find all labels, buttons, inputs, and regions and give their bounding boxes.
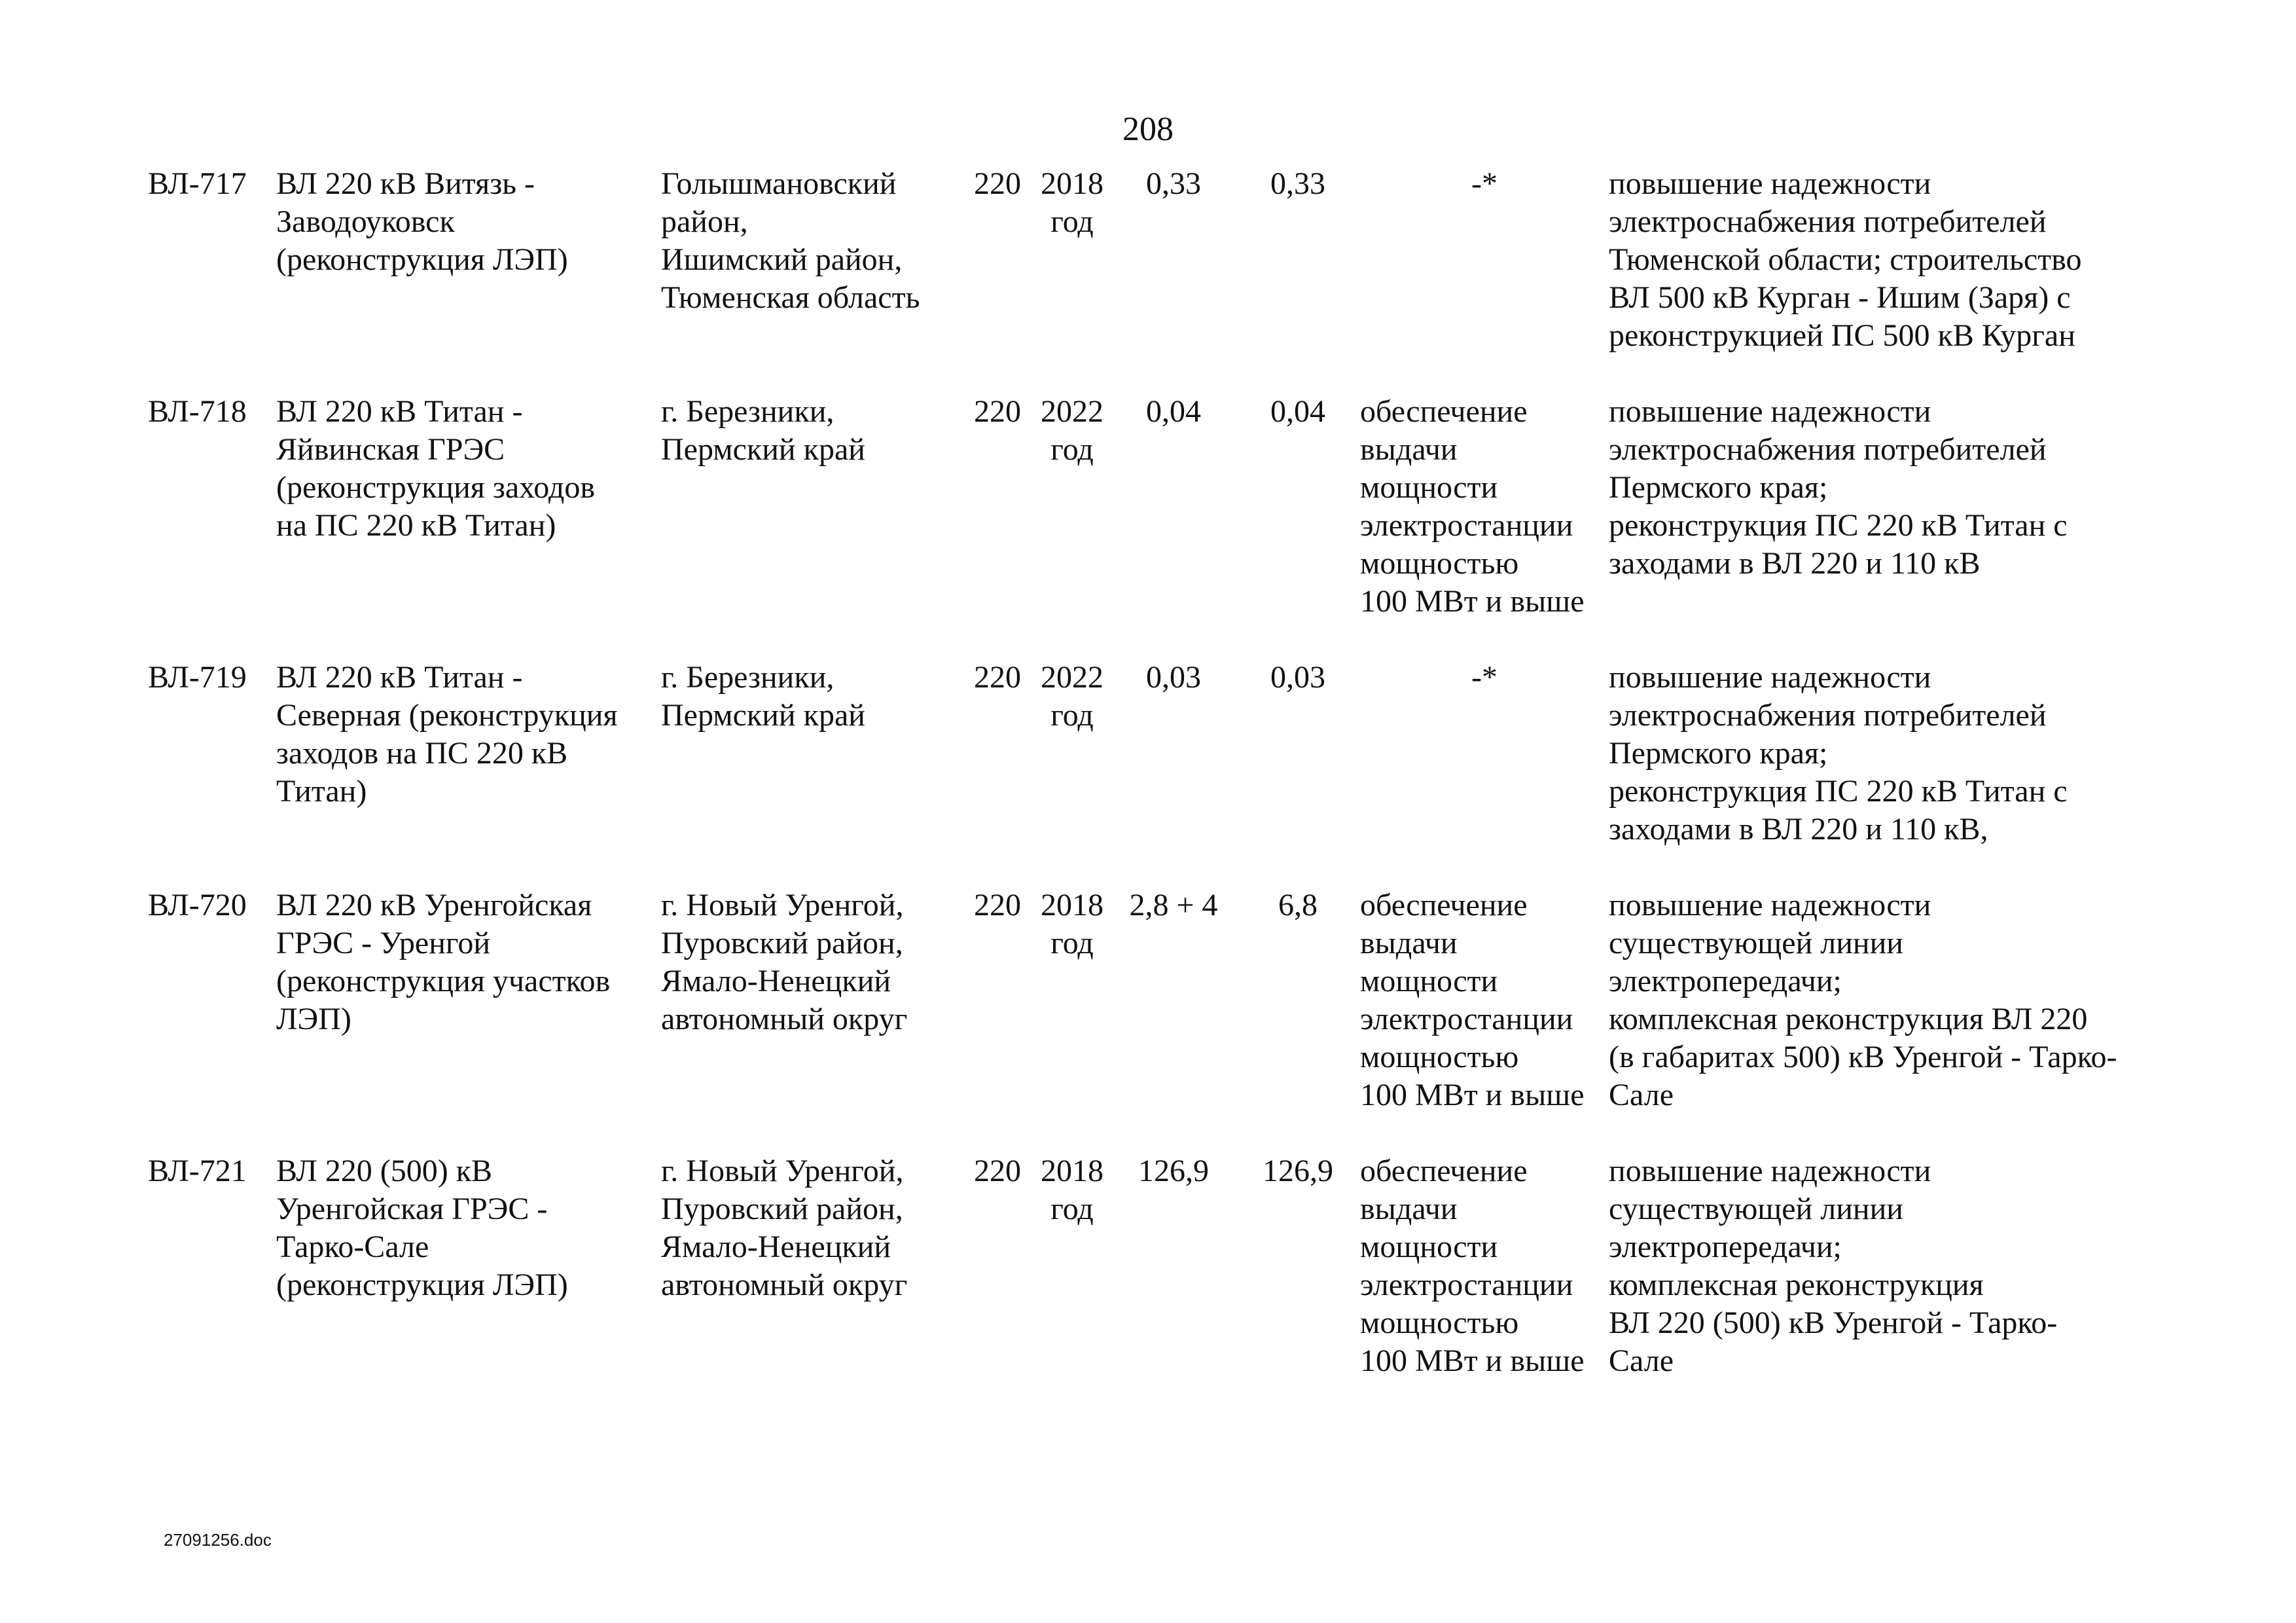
power-lines-table: [148, 165, 2172, 1380]
commissioning-year: 2018 год: [1041, 888, 1103, 960]
project-reason: повышение надежности существующей линии электропередачи; комплексная реконструкция ВЛ 220 (в габаритах 500) кВ Уренгой - Тарко- Сале: [1609, 888, 2117, 1112]
table-body: [148, 165, 2172, 1380]
table-row: [148, 886, 2172, 1152]
line-voltage: 220: [974, 1154, 1021, 1188]
commissioning-year: 2022 год: [1041, 660, 1103, 733]
table-row: [148, 393, 2172, 659]
line-length-2: 0,04: [1270, 394, 1325, 429]
line-length-1: 126,9: [1138, 1154, 1209, 1188]
commissioning-year: 2018 год: [1041, 166, 1103, 239]
line-name: ВЛ 220 кВ Витязь - Заводоуковск (реконструкция ЛЭП): [276, 166, 568, 277]
project-goal: обеспечение выдачи мощности электростанции мощностью 100 МВт и выше: [1360, 394, 1585, 619]
line-name: ВЛ 220 (500) кВ Уренгойская ГРЭС - Тарко-Сале (реконструкция ЛЭП): [276, 1154, 568, 1302]
project-reason: повышение надежности электроснабжения потребителей Тюменской области; строительство ВЛ 500 кВ Курган - Ишим (Заря) с реконструкцией ПС 500 кВ Курган: [1609, 166, 2082, 353]
project-goal: -*: [1471, 660, 1498, 695]
line-code: ВЛ-720: [148, 888, 247, 922]
line-length-2: 0,03: [1270, 660, 1325, 695]
line-name: ВЛ 220 кВ Титан - Северная (реконструкция заходов на ПС 220 кВ Титан): [276, 660, 618, 809]
project-goal: -*: [1471, 166, 1498, 201]
line-location: Голышмановский район, Ишимский район, Тюменская область: [661, 166, 920, 315]
line-location: г. Новый Уренгой, Пуровский район, Ямало-Ненецкий автономный округ: [661, 1154, 908, 1302]
line-length-1: 0,33: [1146, 166, 1201, 201]
project-goal: обеспечение выдачи мощности электростанции мощностью 100 МВт и выше: [1360, 888, 1585, 1112]
table-row: [148, 1152, 2172, 1380]
line-length-1: 0,03: [1146, 660, 1201, 695]
project-reason: повышение надежности существующей линии электропередачи; комплексная реконструкция ВЛ 220 (500) кВ Уренгой - Тарко- Сале: [1609, 1154, 2058, 1378]
line-location: г. Березники, Пермский край: [661, 394, 865, 467]
line-code: ВЛ-717: [148, 166, 247, 201]
line-length-1: 2,8 + 4: [1129, 888, 1218, 922]
line-code: ВЛ-721: [148, 1154, 247, 1188]
line-name: ВЛ 220 кВ Уренгойская ГРЭС - Уренгой (реконструкция участков ЛЭП): [276, 888, 611, 1036]
file-name-footer: 27091256.doc: [164, 1530, 272, 1550]
line-code: ВЛ-718: [148, 394, 247, 429]
table-row: [148, 659, 2172, 886]
line-length-2: 6,8: [1278, 888, 1318, 922]
commissioning-year: 2018 год: [1041, 1154, 1103, 1226]
line-length-2: 0,33: [1270, 166, 1325, 201]
commissioning-year: 2022 год: [1041, 394, 1103, 467]
line-name: ВЛ 220 кВ Титан - Яйвинская ГРЭС (реконструкция заходов на ПС 220 кВ Титан): [276, 394, 596, 543]
line-length-2: 126,9: [1263, 1154, 1333, 1188]
line-voltage: 220: [974, 660, 1021, 695]
line-location: г. Березники, Пермский край: [661, 660, 865, 733]
page-number: 208: [1122, 111, 1174, 148]
project-goal: обеспечение выдачи мощности электростанции мощностью 100 МВт и выше: [1360, 1154, 1585, 1378]
project-reason: повышение надежности электроснабжения потребителей Пермского края; реконструкция ПС 220 кВ Титан с заходами в ВЛ 220 и 110 кВ,: [1609, 660, 2068, 847]
line-location: г. Новый Уренгой, Пуровский район, Ямало-Ненецкий автономный округ: [661, 888, 908, 1036]
line-voltage: 220: [974, 166, 1021, 201]
line-voltage: 220: [974, 888, 1021, 922]
line-code: ВЛ-719: [148, 660, 247, 695]
table-row: [148, 165, 2172, 393]
line-length-1: 0,04: [1146, 394, 1201, 429]
project-reason: повышение надежности электроснабжения потребителей Пермского края; реконструкция ПС 220 кВ Титан с заходами в ВЛ 220 и 110 кВ: [1609, 394, 2068, 581]
line-voltage: 220: [974, 394, 1021, 429]
